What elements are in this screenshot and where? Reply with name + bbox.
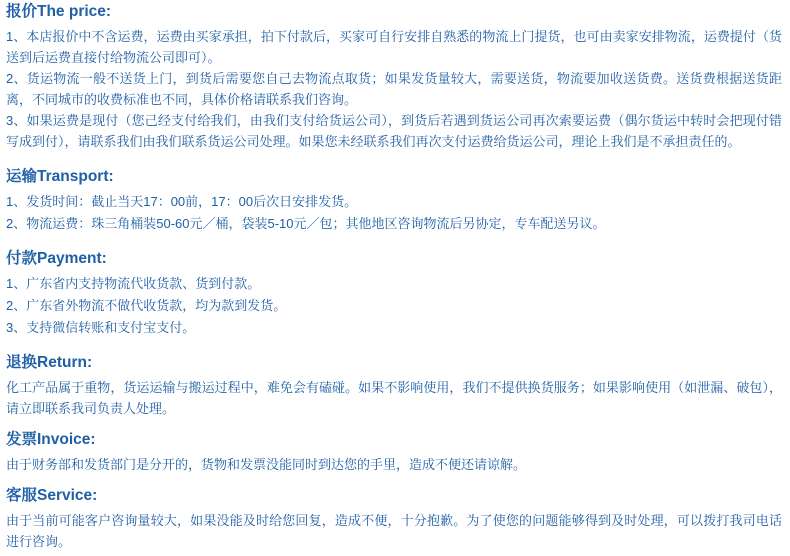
section-price	[6, 2, 782, 152]
section-service	[6, 486, 782, 552]
service-paragraph: 由于当前可能客户咨询量较大，如果没能及时给您回复，造成不便，十分抱歉。为了使您的问题能够得到及时处理，可以拨打我司电话进行咨询。	[6, 513, 782, 550]
section-invoice	[6, 430, 782, 475]
section-transport	[6, 167, 782, 234]
section-title-transport: 运输Transport:	[6, 168, 114, 186]
price-item-1: 1、本店报价中不含运费，运费由买家承担，拍下付款后，买家可自行安排自熟悉的物流上门提货，也可由卖家安排物流，运费提付（货送到后运费直接付给物流公司即可）。	[6, 28, 782, 65]
payment-item-2: 2、广东省外物流不做代收货款，均为款到发货。	[6, 298, 287, 314]
invoice-paragraph: 由于财务部和发货部门是分开的，货物和发票没能同时到达您的手里，造成不便还请谅解。	[6, 457, 527, 473]
section-title-service: 客服Service:	[6, 487, 98, 505]
payment-item-3: 3、支持微信转账和支付宝支付。	[6, 320, 196, 336]
transport-item-1: 1、发货时间：截止当天17：00前，17：00后次日安排发货。	[6, 194, 358, 210]
spacer-after-transport	[6, 240, 782, 249]
spacer-after-payment	[6, 344, 782, 353]
price-item-2: 2、货运物流一般不送货上门，到货后需要您自己去物流点取货；如果发货量较大，需要送货，物流要加收送货费。送货费根据送货距离，不同城市的收费标准也不同，具体价格请联系我们咨询。	[6, 71, 782, 108]
section-title-price: 报价The price:	[6, 3, 112, 20]
section-title-return: 退换Return:	[6, 354, 93, 372]
return-paragraph: 化工产品属于重物，货运运输与搬运过程中，难免会有磕碰。如果不影响使用，我们不提供换货服务；如果影响使用（如泄漏、破包），请立即联系我司负责人处理。	[6, 380, 782, 417]
section-title-invoice: 发票Invoice:	[6, 431, 96, 449]
transport-item-2: 2、物流运费：珠三角桶装50-60元／桶，袋装5-10元／包；其他地区咨询物流后另协定，专车配送另议。	[6, 216, 606, 232]
spacer-after-price	[6, 158, 782, 167]
section-payment	[6, 249, 782, 338]
payment-item-1: 1、广东省内支持物流代收货款、货到付款。	[6, 276, 261, 292]
price-item-3: 3、如果运费是现付（您己经支付给我们，由我们支付给货运公司），到货后若遇到货运公司再次索要运费（偶尔货运中转时会把现付错写成到付），请联系我们由我们联系货运公司处理。如果您未经联系我们再次支付运费给货运公司，理论上我们是不承担责任的。	[6, 113, 782, 150]
section-return	[6, 353, 782, 419]
section-title-payment: 付款Payment:	[6, 250, 107, 268]
